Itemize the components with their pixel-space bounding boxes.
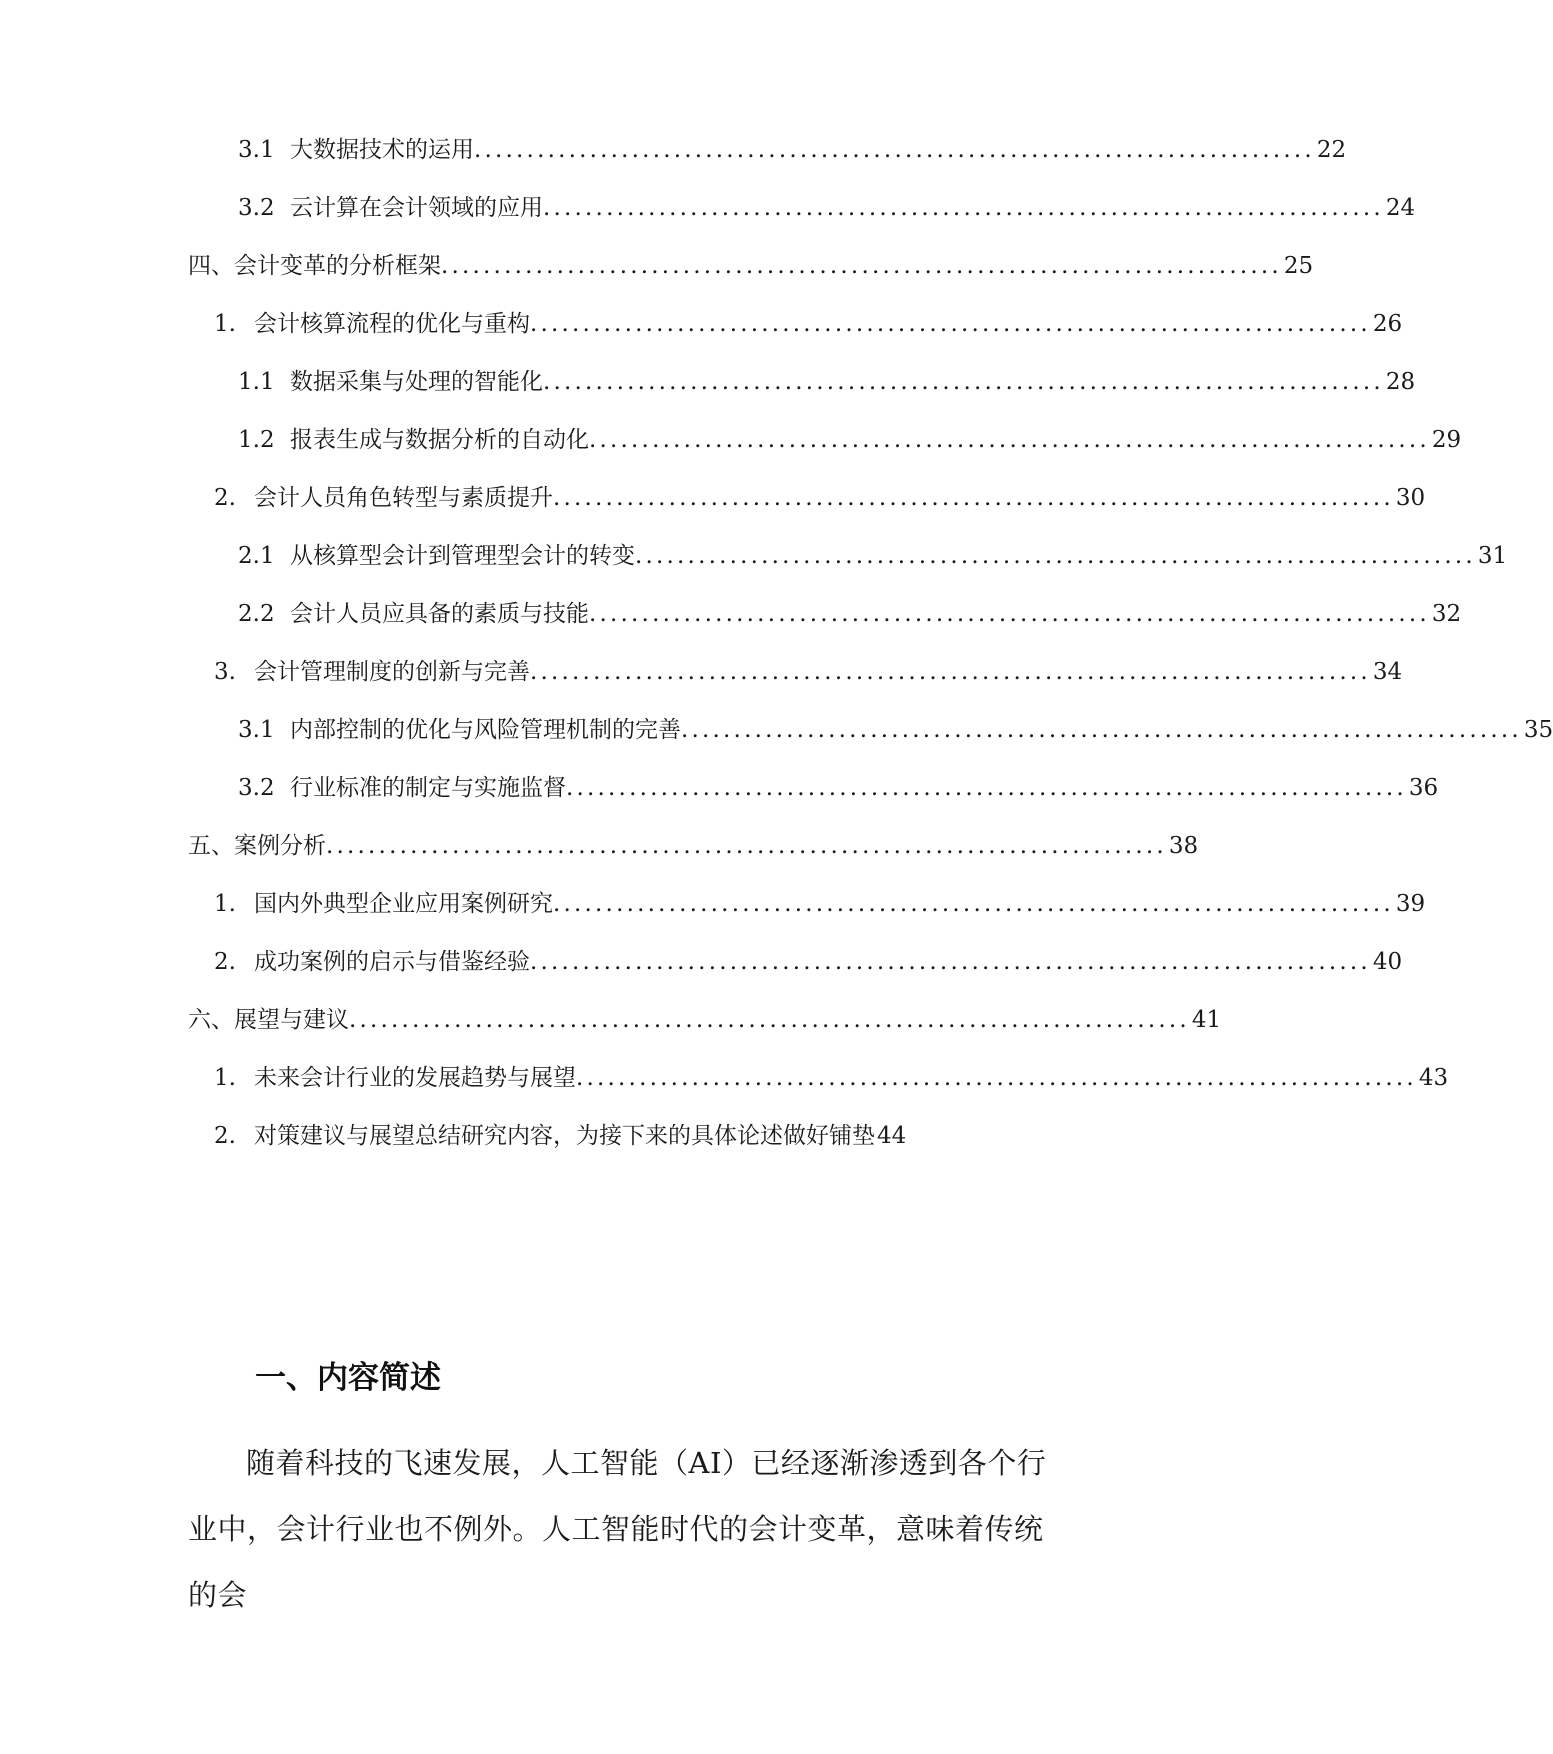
toc-entry-label: 成功案例的启示与借鉴经验: [254, 949, 530, 975]
toc-entry-label: 对策建议与展望总结研究内容，为接下来的具体论述做好铺垫: [254, 1123, 875, 1149]
toc-entry[interactable]: [214, 1121, 964, 1151]
toc-entry-number: 2.1: [238, 543, 275, 569]
toc-entry-label: 会计人员应具备的素质与技能: [290, 601, 589, 627]
toc-entry[interactable]: [214, 657, 1403, 687]
toc-entry-label: 会计人员角色转型与素质提升: [254, 485, 553, 511]
toc-entry-number: 1.: [214, 311, 236, 337]
body-paragraph: 随着科技的飞速发展，人工智能（AI）已经逐渐渗透到各个行业中，会计行业也不例外。人工智能时代的会计变革，意味着传统的会: [188, 1446, 1047, 1612]
toc-entry-label: 四、会计变革的分析框架: [188, 253, 441, 279]
toc-entry[interactable]: [214, 309, 1403, 339]
toc-entry[interactable]: [188, 251, 1314, 281]
toc-entry[interactable]: [238, 541, 1508, 571]
toc-page-number: 31: [1477, 543, 1508, 569]
toc-entry[interactable]: [214, 1063, 1449, 1093]
toc-entry-label: 内部控制的优化与风险管理机制的完善: [290, 717, 681, 743]
toc-leader-dots: ................................................................................: [681, 717, 1522, 743]
toc-page-number: 29: [1431, 427, 1462, 453]
toc-entry-number: 3.2: [238, 775, 275, 801]
toc-page-number: 32: [1431, 601, 1462, 627]
toc-entry-number: 3.1: [238, 137, 275, 163]
toc-entry-label: 未来会计行业的发展趋势与展望: [254, 1065, 576, 1091]
toc-entry-number: 2.: [214, 1123, 236, 1149]
toc-entry-label: 从核算型会计到管理型会计的转变: [290, 543, 635, 569]
toc-entry[interactable]: [238, 715, 1553, 745]
toc-page-number: 24: [1385, 195, 1416, 221]
toc-entry[interactable]: [214, 889, 1426, 919]
toc-entry-label: 报表生成与数据分析的自动化: [290, 427, 589, 453]
toc-page-number: 38: [1168, 833, 1199, 859]
toc-entry-number: 2.: [214, 949, 236, 975]
toc-entry-label: 六、展望与建议: [188, 1007, 349, 1033]
toc-entry-number: 3.: [214, 659, 236, 685]
toc-entry-number: 3.1: [238, 717, 275, 743]
toc-entry[interactable]: [238, 193, 1416, 223]
toc-entry-label: 会计核算流程的优化与重构: [254, 311, 530, 337]
toc-page-number: 34: [1372, 659, 1403, 685]
toc-entry[interactable]: [214, 947, 1403, 977]
toc-page-number: 43: [1418, 1065, 1449, 1091]
toc-page-number: 35: [1523, 717, 1553, 743]
toc-leader-dots: ................................................................................: [326, 833, 1167, 859]
toc-entry-number: 2.2: [238, 601, 275, 627]
toc-leader-dots: ................................................................................: [589, 601, 1430, 627]
toc-entry-number: 1.2: [238, 427, 275, 453]
toc-page-number: 28: [1385, 369, 1416, 395]
toc-leader-dots: ................................................................................: [553, 891, 1394, 917]
toc-entry-label: 五、案例分析: [188, 833, 326, 859]
toc-entry[interactable]: [238, 599, 1462, 629]
toc-entry-number: 1.: [214, 891, 236, 917]
toc-page-number: 25: [1283, 253, 1314, 279]
toc-page-number: 26: [1372, 311, 1403, 337]
toc-leader-dots: ................................................................................: [566, 775, 1407, 801]
toc-leader-dots: ................................................................................: [530, 311, 1371, 337]
toc-page-number: 40: [1372, 949, 1403, 975]
toc-entry-number: 1.1: [238, 369, 275, 395]
toc-entry-number: 3.2: [238, 195, 275, 221]
toc-entry-number: 2.: [214, 485, 236, 511]
toc-entry[interactable]: [238, 135, 1347, 165]
toc-entry-label: 云计算在会计领域的应用: [290, 195, 543, 221]
toc-leader-dots: ................................................................................: [474, 137, 1315, 163]
toc-leader-dots: ................................................................................: [576, 1065, 1417, 1091]
toc-entry[interactable]: [238, 773, 1439, 803]
toc-leader-dots: ................................................................................: [635, 543, 1476, 569]
toc-entry-label: 会计管理制度的创新与完善: [254, 659, 530, 685]
toc-leader-dots: ................................................................................: [553, 485, 1394, 511]
toc-leader-dots: ................................................................................: [441, 253, 1282, 279]
section-heading: 一、内容简述: [255, 1360, 441, 1396]
toc-entry[interactable]: [188, 1005, 1222, 1035]
toc-entry[interactable]: [238, 425, 1462, 455]
toc-leader-dots: ................................................................................: [530, 659, 1371, 685]
toc-page-number: 44: [877, 1123, 907, 1149]
toc-page-number: 22: [1316, 137, 1347, 163]
toc-leader-dots: ................................................................................: [349, 1007, 1190, 1033]
toc-leader-dots: ................................................................................: [589, 427, 1430, 453]
toc-leader-dots: ................................................................................: [543, 369, 1384, 395]
toc-page-number: 30: [1395, 485, 1426, 511]
toc-page-number: 39: [1395, 891, 1426, 917]
toc-entry-label: 数据采集与处理的智能化: [290, 369, 543, 395]
toc-entry[interactable]: [188, 831, 1199, 861]
toc-entry-number: 1.: [214, 1065, 236, 1091]
toc-page-number: 36: [1408, 775, 1439, 801]
toc-page-number: 41: [1191, 1007, 1222, 1033]
toc-entry-label: 国内外典型企业应用案例研究: [254, 891, 553, 917]
toc-leader-dots: ................................................................................: [530, 949, 1371, 975]
toc-entry-label: 行业标准的制定与实施监督: [290, 775, 566, 801]
toc-entry-label: 大数据技术的运用: [290, 137, 474, 163]
toc-entry[interactable]: [214, 483, 1426, 513]
toc-entry[interactable]: [238, 367, 1416, 397]
toc-leader-dots: ................................................................................: [543, 195, 1384, 221]
